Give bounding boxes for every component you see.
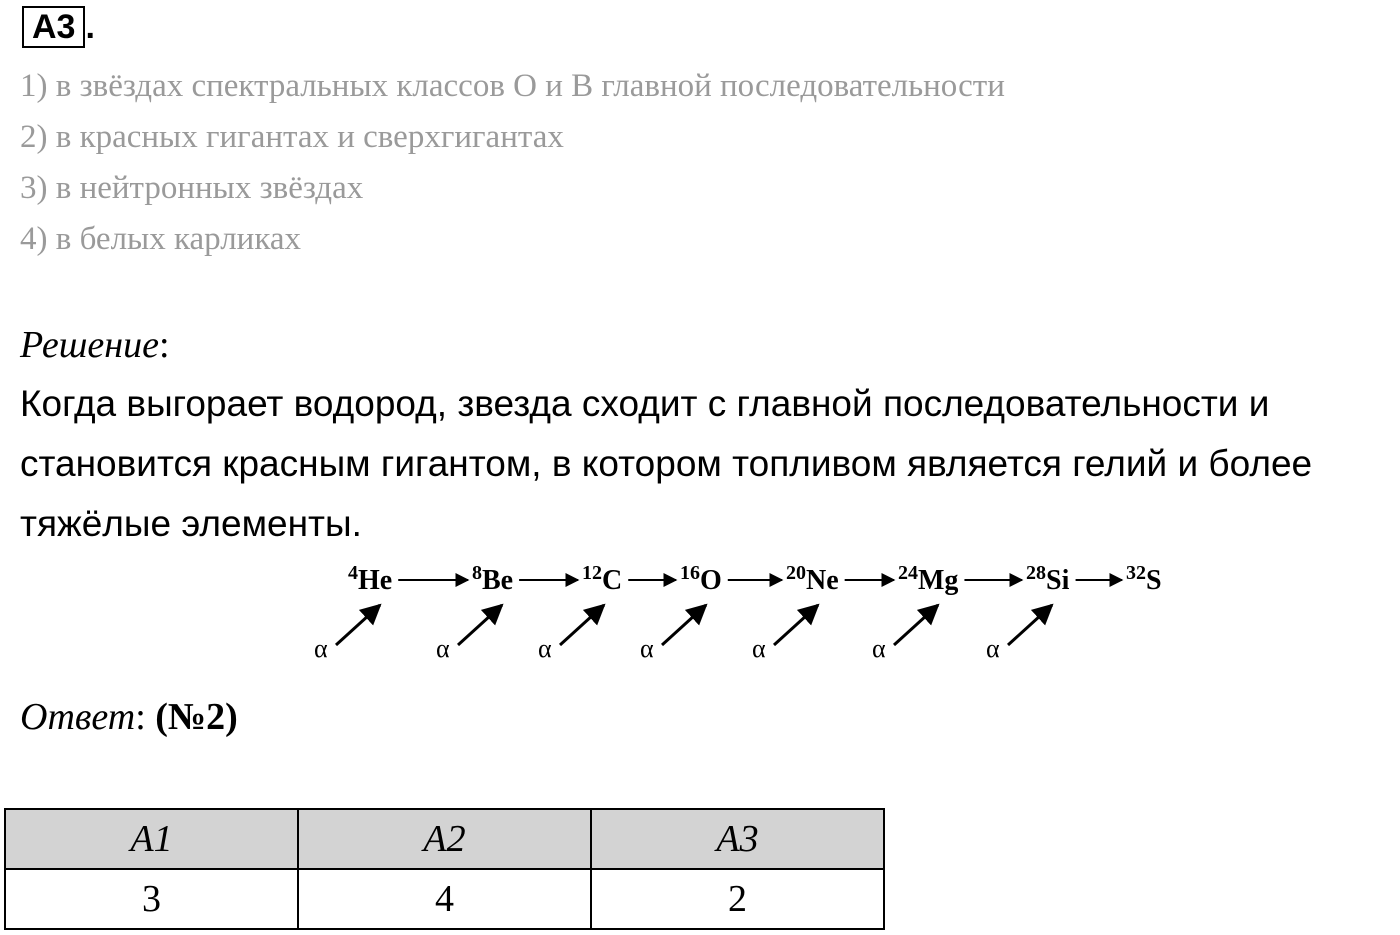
- answer-option-2: 2) в красных гигантах и сверхгигантах: [20, 119, 564, 155]
- results-value-cell: 3: [5, 869, 298, 929]
- solution-heading: Решение:: [20, 324, 170, 366]
- results-table: [4, 808, 885, 930]
- nuclide-ne: $^{20}$Ne: [786, 562, 839, 596]
- alpha-arrow: [560, 605, 604, 645]
- nuclide-he: $^4$He: [348, 562, 393, 596]
- results-value-cell: 2: [591, 869, 884, 929]
- alpha-particle-label: α: [538, 634, 552, 663]
- alpha-arrow: [662, 605, 706, 645]
- alpha-particle-label: α: [436, 634, 450, 663]
- alpha-arrow: [336, 605, 380, 645]
- alpha-particle-label: α: [314, 634, 328, 663]
- answer-option-1: 1) в звёздах спектральных классов О и В главной последовательности: [20, 68, 1005, 104]
- answer-line: Ответ: (№2): [20, 696, 238, 738]
- results-value-row: [5, 869, 884, 929]
- alpha-particle-label: α: [986, 634, 1000, 663]
- nuclide-be: $^8$Be: [472, 562, 514, 596]
- results-header-cell: А3: [591, 809, 884, 869]
- alpha-arrow: [1008, 605, 1052, 645]
- solution-line-1: Когда выгорает водород, звезда сходит с главной последовательности и: [20, 383, 1270, 424]
- nuclide-si: $^{28}$Si: [1026, 562, 1070, 596]
- alpha-arrow: [774, 605, 818, 645]
- answer-value: (№2): [155, 696, 238, 738]
- alpha-particle-label: α: [752, 634, 766, 663]
- solution-line-3: тяжёлые элементы.: [20, 503, 362, 544]
- nuclide-mg: $^{24}$Mg: [898, 562, 959, 596]
- answer-option-3: 3) в нейтронных звёздах: [20, 170, 364, 206]
- answer-option-4: 4) в белых карликах: [20, 221, 302, 257]
- alpha-particle-label: α: [640, 634, 654, 663]
- alpha-arrow: [894, 605, 938, 645]
- solution-line-2: становится красным гигантом, в котором топливом является гелий и более: [20, 443, 1313, 484]
- nuclide-o: $^{16}$O: [680, 562, 722, 596]
- results-header-cell: А2: [298, 809, 591, 869]
- results-header-row: [5, 809, 884, 869]
- question-number-box: А3: [22, 6, 85, 48]
- nuclide-c: $^{12}$C: [582, 562, 623, 596]
- alpha-arrow: [458, 605, 502, 645]
- nuclear-reaction-chain: [300, 555, 1200, 670]
- alpha-particle-label: α: [872, 634, 886, 663]
- question-number: А3 .: [22, 6, 95, 48]
- results-value-cell: 4: [298, 869, 591, 929]
- nuclide-s: $^{32}$S: [1126, 562, 1162, 596]
- results-header-cell: А1: [5, 809, 298, 869]
